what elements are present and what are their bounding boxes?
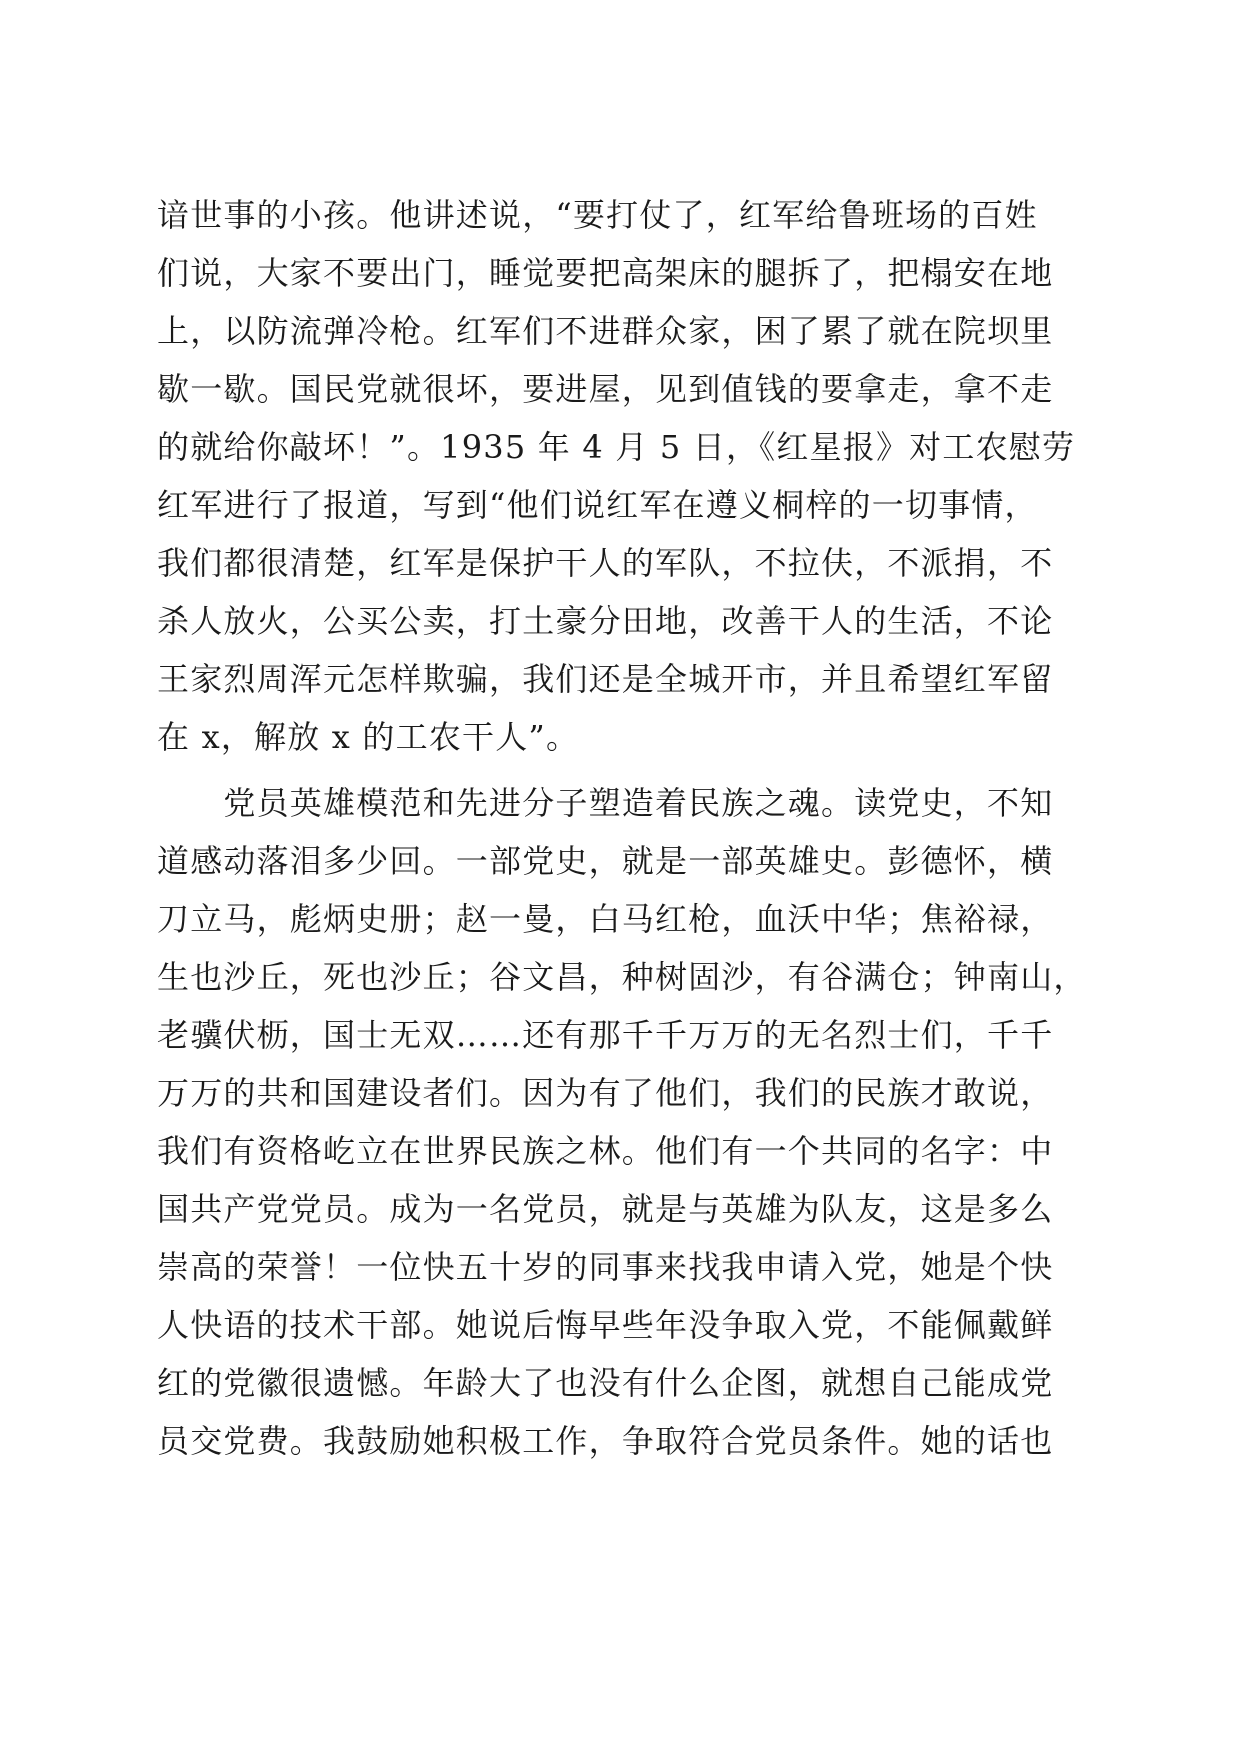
text-line: 员交党费。我鼓励她积极工作，争取符合党员条件。她的话也 [157,1422,1054,1460]
text-line: 在 x，解放 x 的工农干人”。 [157,718,580,756]
text-line: 崇高的荣誉！一位快五十岁的同事来找我申请入党，她是个快 [157,1248,1054,1286]
text-line: 万万的共和国建设者们。因为有了他们，我们的民族才敢说， [157,1074,1054,1112]
text-line: 人快语的技术干部。她说后悔早些年没争取入党，不能佩戴鲜 [157,1306,1054,1344]
text-line: 王家烈周浑元怎样欺骗，我们还是全城开市，并且希望红军留 [157,660,1054,698]
text-line: 国共产党党员。成为一名党员，就是与英雄为队友，这是多么 [157,1190,1054,1228]
text-line: 杀人放火，公买公卖，打土豪分田地，改善干人的生活，不论 [157,602,1054,640]
text-line: 歇一歇。国民党就很坏，要进屋，见到值钱的要拿走，拿不走 [157,370,1054,408]
text-line: 红的党徽很遗憾。年龄大了也没有什么企图，就想自己能成党 [157,1364,1054,1402]
text-line: 老骥伏枥，国士无双……还有那千千万万的无名烈士们，千千 [157,1016,1054,1054]
paragraph-2 [157,774,1087,1470]
paragraph-spacer [157,766,1057,774]
text-line: 我们有资格屹立在世界民族之林。他们有一个共同的名字：中 [157,1132,1054,1170]
text-line: 们说，大家不要出门，睡觉要把高架床的腿拆了，把榻安在地 [157,254,1054,292]
text-line: 上，以防流弹冷枪。红军们不进群众家，困了累了就在院坝里 [157,312,1054,350]
text-line: 我们都很清楚，红军是保护干人的军队，不拉伕，不派捐，不 [157,544,1054,582]
text-line: 刀立马，彪炳史册；赵一曼，白马红枪，血沃中华；焦裕禄， [157,900,1054,938]
text-line: 的就给你敲坏！”。1935 年 4 月 5 日，《红星报》对工农慰劳 [157,428,1076,466]
text-line: 党员英雄模范和先进分子塑造着民族之魂。读党史，不知 [157,784,1054,822]
paragraph-1 [157,186,1076,766]
text-line: 红军进行了报道，写到“他们说红军在遵义桐梓的一切事情， [157,486,1038,524]
text-line: 生也沙丘，死也沙丘；谷文昌，种树固沙，有谷满仓；钟南山， [157,958,1087,996]
text-line: 道感动落泪多少回。一部党史，就是一部英雄史。彭德怀，横 [157,842,1054,880]
body-text [157,186,1087,1470]
text-line: 谙世事的小孩。他讲述说，“要打仗了，红军给鲁班场的百姓 [157,196,1038,234]
